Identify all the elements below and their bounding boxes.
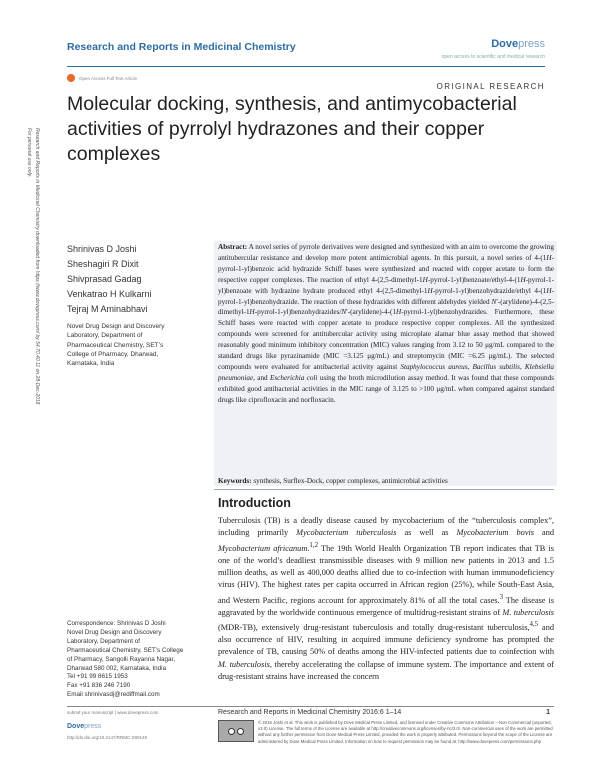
intro-text: , thereby accelerating the collapse of immune system. The importance and extent of drug-resistant strains have increased the concern: [218, 659, 554, 681]
abstract-text: H: [249, 308, 255, 317]
cc-by-icon: [228, 728, 235, 735]
article-type: ORIGINAL RESEARCH: [436, 82, 545, 91]
citation[interactable]: 3: [499, 593, 504, 601]
abstract-text: H: [396, 308, 402, 317]
footer-brand-bold: Dove: [67, 723, 85, 730]
intro-text: (MDR-TB), extensively drug-resistant tuberculosis and totally drug-resistant tuberculosis,: [218, 622, 530, 632]
correspondence-line: Dharwad 580 002, Karnataka, India: [67, 664, 167, 672]
submit-link[interactable]: submit your manuscript | www.dovepress.com: [67, 710, 159, 715]
intro-text: as well as: [396, 528, 457, 538]
abstract-text: Bacillus subtilis: [472, 362, 520, 371]
open-access-badge: [67, 74, 137, 82]
intro-text: Mycobacterium africanum: [218, 543, 308, 553]
abstract: [218, 242, 554, 406]
keywords-label: Keywords:: [218, 477, 252, 485]
intro-text: and also occurrence of HIV, resulting in acquired immune deficiency syndrome has prompted the prevalence of TB, causing 50% of deaths among the HIV-infected patients due to coinfection with: [218, 622, 554, 657]
author-name: Shrinivas D Joshi: [67, 244, 137, 254]
abstract-text: ,: [519, 362, 525, 371]
abstract-text: H: [520, 275, 526, 284]
article-title: Molecular docking, synthesis, and antimycobacterial activities of pyrrolyl hydrazones and their copper complexes: [67, 93, 517, 165]
introduction-body: [218, 515, 554, 683]
footer-brand-light: press: [84, 723, 102, 730]
intro-text: Mycobacterium tuberculosis: [296, 528, 397, 538]
author-name: Sheshagiri R Dixit: [67, 259, 139, 269]
abstract-text: Staphylococcus aureus: [400, 362, 468, 371]
brand-bold: Dove: [491, 38, 519, 50]
intro-text: .: [307, 543, 310, 553]
download-notice-line2: For personal use only.: [26, 128, 32, 178]
abstract-text: -pyrrol-1-yl)benzoate with hydrazine hydrate produced ethyl 4-(2,5-dimethyl-1: [218, 275, 554, 295]
download-notice-line1: Research and Reports in Medicinal Chemistry downloaded from https://www.dovepress.com/ by 54.70.40.11 on 28-Dec-2018: [34, 128, 40, 405]
keywords: [218, 476, 554, 486]
abstract-text: ′-(arylidene)-4-(2,5-dimethyl-1: [218, 297, 554, 317]
author-list: [67, 242, 152, 317]
footer-divider: [67, 706, 554, 707]
abstract-text: N: [341, 308, 347, 317]
journal-title[interactable]: Research and Reports in Medicinal Chemistry: [67, 41, 296, 53]
abstract-text: H: [422, 275, 428, 284]
abstract-text: -pyrrol-1-yl)benzoic acid hydrazide Schiff bases were synthesized and reacted with copper acetate to form the respective copper complexes. The reaction of ethyl 4-(2,5-dimethyl-1: [218, 253, 554, 284]
abstract-text: A novel series of pyrrole derivatives were designed and synthesized with an aim to overcome the growing antitubercular resistance and develop more potent antimicrobial agents. In this pursuit, a novel series of 4-(1: [218, 243, 554, 262]
brand-light: press: [518, 38, 545, 50]
author-name: Tejraj M Aminabhavi: [67, 304, 148, 314]
correspondence-line: Laboratory, Department of: [67, 637, 141, 645]
footer-citation: Research and Reports in Medicinal Chemistry 2016:6 1–14: [218, 709, 402, 716]
footer-dovepress-logo[interactable]: [67, 723, 101, 730]
dovepress-logo[interactable]: [491, 38, 545, 50]
abstract-text: -pyrrol-1-yl)benzohydrazide. The reaction of these hydrazides with different aldehydes yielded: [218, 286, 554, 306]
keywords-divider: [214, 489, 554, 490]
intro-text: Tuberculosis (TB) is a deadly disease caused by mycobacterium of the “tuberculosis complex”, including primarily: [218, 516, 554, 538]
intro-text: The disease is aggravated by the worldwide continuous emergence of multidrug-resistant strains of: [218, 595, 554, 617]
abstract-label: Abstract:: [218, 243, 248, 251]
intro-text: The 19th World Health Organization TB report indicates that TB is one of the world’s deadliest transmissible diseases with 9 million new patients in 2013 and 1.5 million deaths, as well as 400,000 deaths allied due to co-infection with human immunodeficiency virus (HIV). The highest rates per capita occurred in African region (25%), while South-East Asia, and Western Pacific, regions account for approximately 81% of all the total cases.: [218, 543, 555, 605]
abstract-text: , and: [253, 373, 270, 382]
abstract-text: ,: [467, 362, 473, 371]
citation[interactable]: 1,2: [309, 541, 319, 549]
doi-link[interactable]: http://dx.doi.org/10.2147/RRMC.S90149: [67, 735, 148, 740]
author-name: Venkatrao H Kulkarni: [67, 289, 152, 299]
correspondence: [67, 620, 195, 700]
intro-text: and: [534, 528, 554, 538]
abstract-text: Klebsiella pneumoniae: [218, 362, 555, 382]
author-name: Shivprasad Gadag: [67, 274, 142, 284]
tagline: open access to scientific and medical research: [441, 54, 545, 60]
abstract-text: ′-(arylidene)-4-(1: [346, 308, 397, 317]
abstract-text: -pyrrol-1-yl)benzohydrazides. Furthermore, these Schiff bases were reacted with copper acetate to produce respective copper complexes. All the synthesized compounds were screened for antitubercular activity using microplate alamar blue assay method that showed reasonably good minimum inhibitory concentration (MIC) values ranging from 3.12 to 50 μg/mL compared to the standard drugs like pyrazinamide (MIC =3.125 μg/mL) and streptomycin (MIC =6.25 μg/mL). The selected compounds were evaluated for antibacterial activity against: [218, 308, 554, 371]
citation[interactable]: 4,5: [529, 620, 539, 628]
open-access-label: Open Access Full Text Article: [79, 75, 137, 81]
intro-text: Mycobacterium bovis: [456, 528, 535, 538]
cc-nc-icon: [237, 728, 244, 735]
correspondence-line: Pharmaceutical Chemistry, SET’s College: [67, 646, 184, 654]
abstract-text: using the broth microdilution assay method. It was found that these compounds exhibited good antibacterial activities in the MIC range of 3.125 to >100 μg/mL when compared against standard drugs like ciprofloxacin and norfloxacin.: [218, 373, 555, 404]
affiliation: Novel Drug Design and Discovery Laboratory, Department of Pharmaceutical Chemistry, SET’s College of Pharmacy, Dharwad, Karnataka, India: [67, 323, 165, 368]
correspondence-email[interactable]: Email shrinivasdj@rediffmail.com: [67, 691, 160, 699]
page-number: 1: [546, 709, 550, 716]
license-text: © 2016 Joshi et al. This work is published by Dove Medical Press Limited, and licensed under Creative Commons Attribution – Non Commercial (unported, v3.0) License. The full terms of the License are available at http://creativecommons.org/licenses/by-nc/3.0/. Non-commercial uses of the work are permitted without any further permission from Dove Medical Press Limited, provided the work is properly attributed. Permissions beyond the scope of the License are administered by Dove Medical Press Limited. Information on how to request permission may be found at: http://www.dovepress.com/permissions.php: [258, 720, 553, 744]
correspondence-line: Novel Drug Design and Discovery: [67, 628, 162, 636]
abstract-text: N: [491, 297, 497, 306]
intro-text: M. tuberculosis: [218, 659, 270, 669]
keywords-text: synthesis, Surflex-Dock, copper complexes, antimicrobial activities: [251, 477, 448, 485]
abstract-text: -pyrrol-1-yl)benzoate/ethyl-4-(1: [427, 275, 521, 284]
download-notice: [3, 128, 49, 568]
open-access-icon: [67, 74, 75, 82]
correspondence-line: Correspondence: Shrinivas D Joshi: [67, 620, 166, 627]
abstract-text: Escherichia coli: [269, 373, 318, 382]
creative-commons-icon[interactable]: [218, 720, 254, 742]
abstract-text: -pyrrol-1-yl)benzohydrazides/: [254, 308, 342, 317]
correspondence-line: Fax +91 836 246 7190: [67, 682, 131, 690]
abstract-text: H: [427, 286, 433, 295]
intro-text: M. tuberculosis: [502, 607, 554, 617]
correspondence-line: Tel +91 99 8615 1953: [67, 673, 128, 681]
correspondence-line: of Pharmacy, Sangolli Rayanna Nagar,: [67, 655, 176, 663]
abstract-text: H: [546, 286, 552, 295]
introduction-heading: Introduction: [218, 496, 291, 510]
abstract-text: H: [546, 253, 552, 262]
abstract-text: -pyrrol-1-yl)benzohydrazide/ethyl 4-(1: [432, 286, 547, 295]
header-divider: [67, 66, 545, 67]
